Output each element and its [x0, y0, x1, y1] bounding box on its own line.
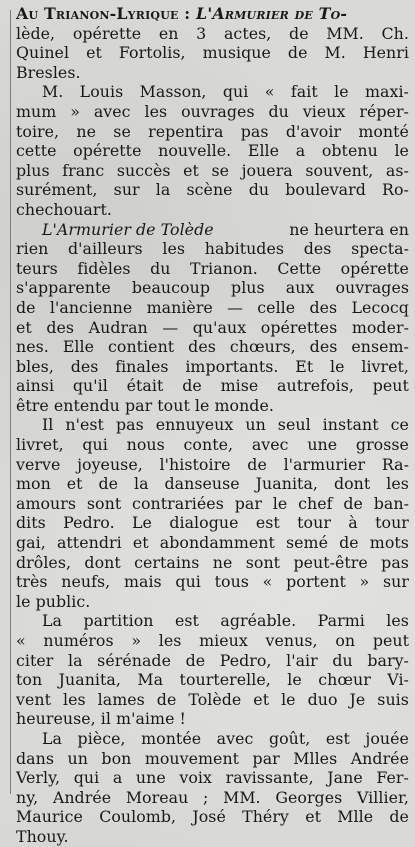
article-line: s'apparente beaucoup plus aux ouvrages — [16, 278, 409, 298]
article-line — [16, 4, 409, 24]
article-line: chechouart. — [16, 199, 112, 219]
article-heading: Au Trianon-Lyrique : — [16, 4, 197, 23]
article-line: Verly, qui a une voix ravissante, Jane Fer- — [16, 768, 409, 788]
article-line: et des Audran — qu'aux opérettes moder- — [16, 317, 409, 337]
article-line: « numéros » les mieux venus, on peut — [16, 631, 409, 650]
operetta-title: L'Armurier de To- — [196, 4, 348, 23]
article-line: mon et de la danseuse Juanita, dont les — [16, 474, 409, 494]
article-line: très neufs, mais qui tous « portent » sur — [16, 572, 409, 592]
article-body — [16, 4, 409, 847]
article-line: Bresles. — [16, 62, 81, 82]
article-line: M. Louis Masson, qui « fait le maxi- — [42, 82, 409, 102]
article-line: ainsi qu'il était de mise autrefois, peut — [16, 376, 409, 396]
article-line: L'Armurier de Tolède ne heurtera en — [42, 219, 409, 239]
article-line: mum » avec les ouvrages du vieux réper- — [16, 101, 409, 121]
article-line: citer la sérénade de Pedro, l'air du bary- — [16, 650, 409, 670]
article-line: le public. — [16, 591, 91, 611]
article-line: plus franc succès et se jouera souvent, as- — [16, 160, 409, 180]
article-line: vent les lames de Tolède et le duo Je suis — [16, 689, 409, 709]
article-line: de l'ancienne manière — celle des Lecocq — [16, 297, 409, 317]
article-line: teurs fidèles du Trianon. Cette opérette — [16, 258, 409, 278]
column-rule — [10, 10, 11, 794]
article-line: rien d'ailleurs les habitudes des specta- — [16, 239, 409, 259]
article-line: dits Pedro. Le dialogue est tour à tour — [16, 513, 409, 533]
article-line: nes. Elle contient des chœurs, des ensem- — [16, 337, 409, 357]
article-line: heureuse, il m'aime ! — [16, 709, 186, 729]
article-line: verve joyeuse, l'histoire de l'armurier Ra- — [16, 454, 409, 474]
article-line: dans un bon mouvement par Mlles Andrée — [16, 748, 409, 768]
article-line: ton Juanita, Ma tourterelle, le chœur Vi- — [16, 670, 409, 690]
article-line: lède, opérette en 3 actes, de MM. Ch. — [16, 23, 409, 43]
article-line: Maurice Coulomb, José Théry et Mlle de — [16, 807, 409, 827]
article-line: Thouy. — [16, 826, 69, 846]
article-line: La partition est agréable. Parmi les — [42, 611, 409, 631]
article-line: cette opérette nouvelle. Elle a obtenu le — [16, 141, 409, 161]
article-line: toire, ne se repentira pas d'avoir monté — [16, 121, 409, 141]
article-line: La pièce, montée avec goût, est jouée — [42, 728, 409, 748]
article-line: Il n'est pas ennuyeux un seul instant ce — [42, 415, 409, 435]
article-line: surément, sur la scène du boulevard Ro- — [16, 180, 409, 200]
article-line: amours sont contrariées par le chef de ban- — [16, 493, 409, 513]
article-line: être entendu par tout le monde. — [16, 395, 274, 415]
article-line: gai, attendri et abondamment semé de mots — [16, 533, 409, 553]
article-line: drôles, dont certains ne sont peut-être pas — [16, 552, 409, 572]
article-line: ny, Andrée Moreau ; MM. Georges Villier, — [16, 787, 409, 807]
article-line: Quinel et Fortolis, musique de M. Henri — [16, 43, 409, 63]
article-line: livret, qui nous conte, avec une grosse — [16, 435, 409, 455]
article-line: bles, des finales importants. Et le livret, — [16, 356, 409, 376]
